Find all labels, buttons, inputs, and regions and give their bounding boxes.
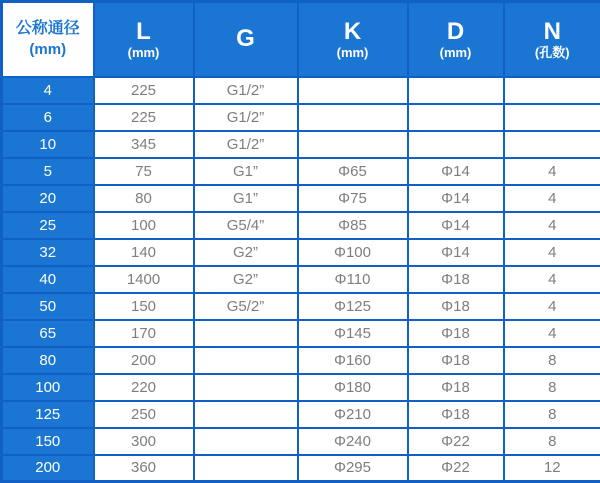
n-value-cell: 4: [504, 185, 600, 212]
header-nominal-diameter-label: 公称通径: [16, 20, 80, 37]
header-col-K-unit: (mm): [299, 46, 407, 61]
nominal-diameter-cell: 125: [2, 401, 94, 428]
g-value-cell: G5/2”: [194, 293, 298, 320]
k-value-cell: Φ100: [298, 239, 408, 266]
table-body: [2, 77, 600, 482]
header-row: [2, 2, 600, 77]
n-value-cell: 4: [504, 158, 600, 185]
table-row: [2, 401, 600, 428]
nominal-diameter-cell: 6: [2, 104, 94, 131]
d-value-cell: Φ18: [408, 401, 504, 428]
header-col-G-label: G: [195, 25, 297, 53]
g-value-cell: G2”: [194, 266, 298, 293]
k-value-cell: Φ240: [298, 428, 408, 455]
l-value-cell: 75: [94, 158, 194, 185]
nominal-diameter-cell: 200: [2, 455, 94, 482]
nominal-diameter-cell: 150: [2, 428, 94, 455]
d-value-cell: Φ22: [408, 455, 504, 482]
k-value-cell: Φ65: [298, 158, 408, 185]
nominal-diameter-cell: 80: [2, 347, 94, 374]
n-value-cell: [504, 104, 600, 131]
k-value-cell: Φ295: [298, 455, 408, 482]
header-col-L-unit: (mm): [95, 46, 193, 61]
header-nominal-diameter: [2, 2, 94, 77]
l-value-cell: 200: [94, 347, 194, 374]
d-value-cell: [408, 77, 504, 104]
table-row: [2, 239, 600, 266]
g-value-cell: [194, 320, 298, 347]
table-row: [2, 428, 600, 455]
header-col-N: [504, 2, 600, 77]
l-value-cell: 220: [94, 374, 194, 401]
nominal-diameter-cell: 50: [2, 293, 94, 320]
table-row: [2, 158, 600, 185]
k-value-cell: Φ160: [298, 347, 408, 374]
k-value-cell: Φ180: [298, 374, 408, 401]
k-value-cell: [298, 77, 408, 104]
l-value-cell: 140: [94, 239, 194, 266]
n-value-cell: 8: [504, 428, 600, 455]
d-value-cell: Φ18: [408, 347, 504, 374]
header-col-D-unit: (mm): [409, 46, 503, 61]
g-value-cell: [194, 401, 298, 428]
l-value-cell: 250: [94, 401, 194, 428]
nominal-diameter-cell: 10: [2, 131, 94, 158]
l-value-cell: 170: [94, 320, 194, 347]
header-col-D: [408, 2, 504, 77]
nominal-diameter-cell: 5: [2, 158, 94, 185]
table-row: [2, 104, 600, 131]
g-value-cell: G5/4”: [194, 212, 298, 239]
g-value-cell: G1/2”: [194, 131, 298, 158]
table-row: [2, 293, 600, 320]
g-value-cell: G1”: [194, 185, 298, 212]
table-row: [2, 212, 600, 239]
table-row: [2, 131, 600, 158]
n-value-cell: [504, 77, 600, 104]
g-value-cell: G1/2”: [194, 77, 298, 104]
header-col-N-label: N: [505, 18, 600, 46]
k-value-cell: Φ125: [298, 293, 408, 320]
k-value-cell: Φ75: [298, 185, 408, 212]
k-value-cell: Φ85: [298, 212, 408, 239]
header-col-K: [298, 2, 408, 77]
table-header: [2, 2, 600, 77]
g-value-cell: [194, 347, 298, 374]
k-value-cell: [298, 104, 408, 131]
k-value-cell: Φ210: [298, 401, 408, 428]
d-value-cell: Φ14: [408, 212, 504, 239]
nominal-diameter-cell: 32: [2, 239, 94, 266]
g-value-cell: [194, 455, 298, 482]
l-value-cell: 225: [94, 77, 194, 104]
d-value-cell: [408, 104, 504, 131]
l-value-cell: 150: [94, 293, 194, 320]
n-value-cell: 12: [504, 455, 600, 482]
nominal-diameter-cell: 100: [2, 374, 94, 401]
n-value-cell: 8: [504, 374, 600, 401]
d-value-cell: Φ22: [408, 428, 504, 455]
l-value-cell: 225: [94, 104, 194, 131]
nominal-diameter-cell: 20: [2, 185, 94, 212]
header-col-G: [194, 2, 298, 77]
n-value-cell: 4: [504, 212, 600, 239]
nominal-diameter-cell: 4: [2, 77, 94, 104]
d-value-cell: [408, 131, 504, 158]
l-value-cell: 1400: [94, 266, 194, 293]
l-value-cell: 300: [94, 428, 194, 455]
l-value-cell: 345: [94, 131, 194, 158]
k-value-cell: [298, 131, 408, 158]
nominal-diameter-cell: 25: [2, 212, 94, 239]
table-row: [2, 455, 600, 482]
header-col-L: [94, 2, 194, 77]
n-value-cell: 4: [504, 239, 600, 266]
header-nominal-diameter-unit: (mm): [3, 40, 93, 60]
g-value-cell: [194, 428, 298, 455]
l-value-cell: 80: [94, 185, 194, 212]
n-value-cell: 4: [504, 293, 600, 320]
n-value-cell: [504, 131, 600, 158]
d-value-cell: Φ18: [408, 320, 504, 347]
l-value-cell: 360: [94, 455, 194, 482]
d-value-cell: Φ18: [408, 266, 504, 293]
d-value-cell: Φ18: [408, 293, 504, 320]
d-value-cell: Φ14: [408, 239, 504, 266]
header-col-N-unit: (孔数): [505, 46, 600, 61]
k-value-cell: Φ110: [298, 266, 408, 293]
d-value-cell: Φ14: [408, 158, 504, 185]
table-row: [2, 320, 600, 347]
nominal-diameter-cell: 40: [2, 266, 94, 293]
table-row: [2, 77, 600, 104]
d-value-cell: Φ14: [408, 185, 504, 212]
g-value-cell: G1/2”: [194, 104, 298, 131]
n-value-cell: 8: [504, 401, 600, 428]
g-value-cell: G1”: [194, 158, 298, 185]
header-col-K-label: K: [299, 18, 407, 46]
n-value-cell: 8: [504, 347, 600, 374]
k-value-cell: Φ145: [298, 320, 408, 347]
table-row: [2, 347, 600, 374]
table-row: [2, 185, 600, 212]
g-value-cell: G2”: [194, 239, 298, 266]
g-value-cell: [194, 374, 298, 401]
header-col-D-label: D: [409, 18, 503, 46]
table-row: [2, 374, 600, 401]
l-value-cell: 100: [94, 212, 194, 239]
header-col-L-label: L: [95, 18, 193, 46]
nominal-diameter-cell: 65: [2, 320, 94, 347]
d-value-cell: Φ18: [408, 374, 504, 401]
table-row: [2, 266, 600, 293]
n-value-cell: 4: [504, 266, 600, 293]
n-value-cell: 4: [504, 320, 600, 347]
